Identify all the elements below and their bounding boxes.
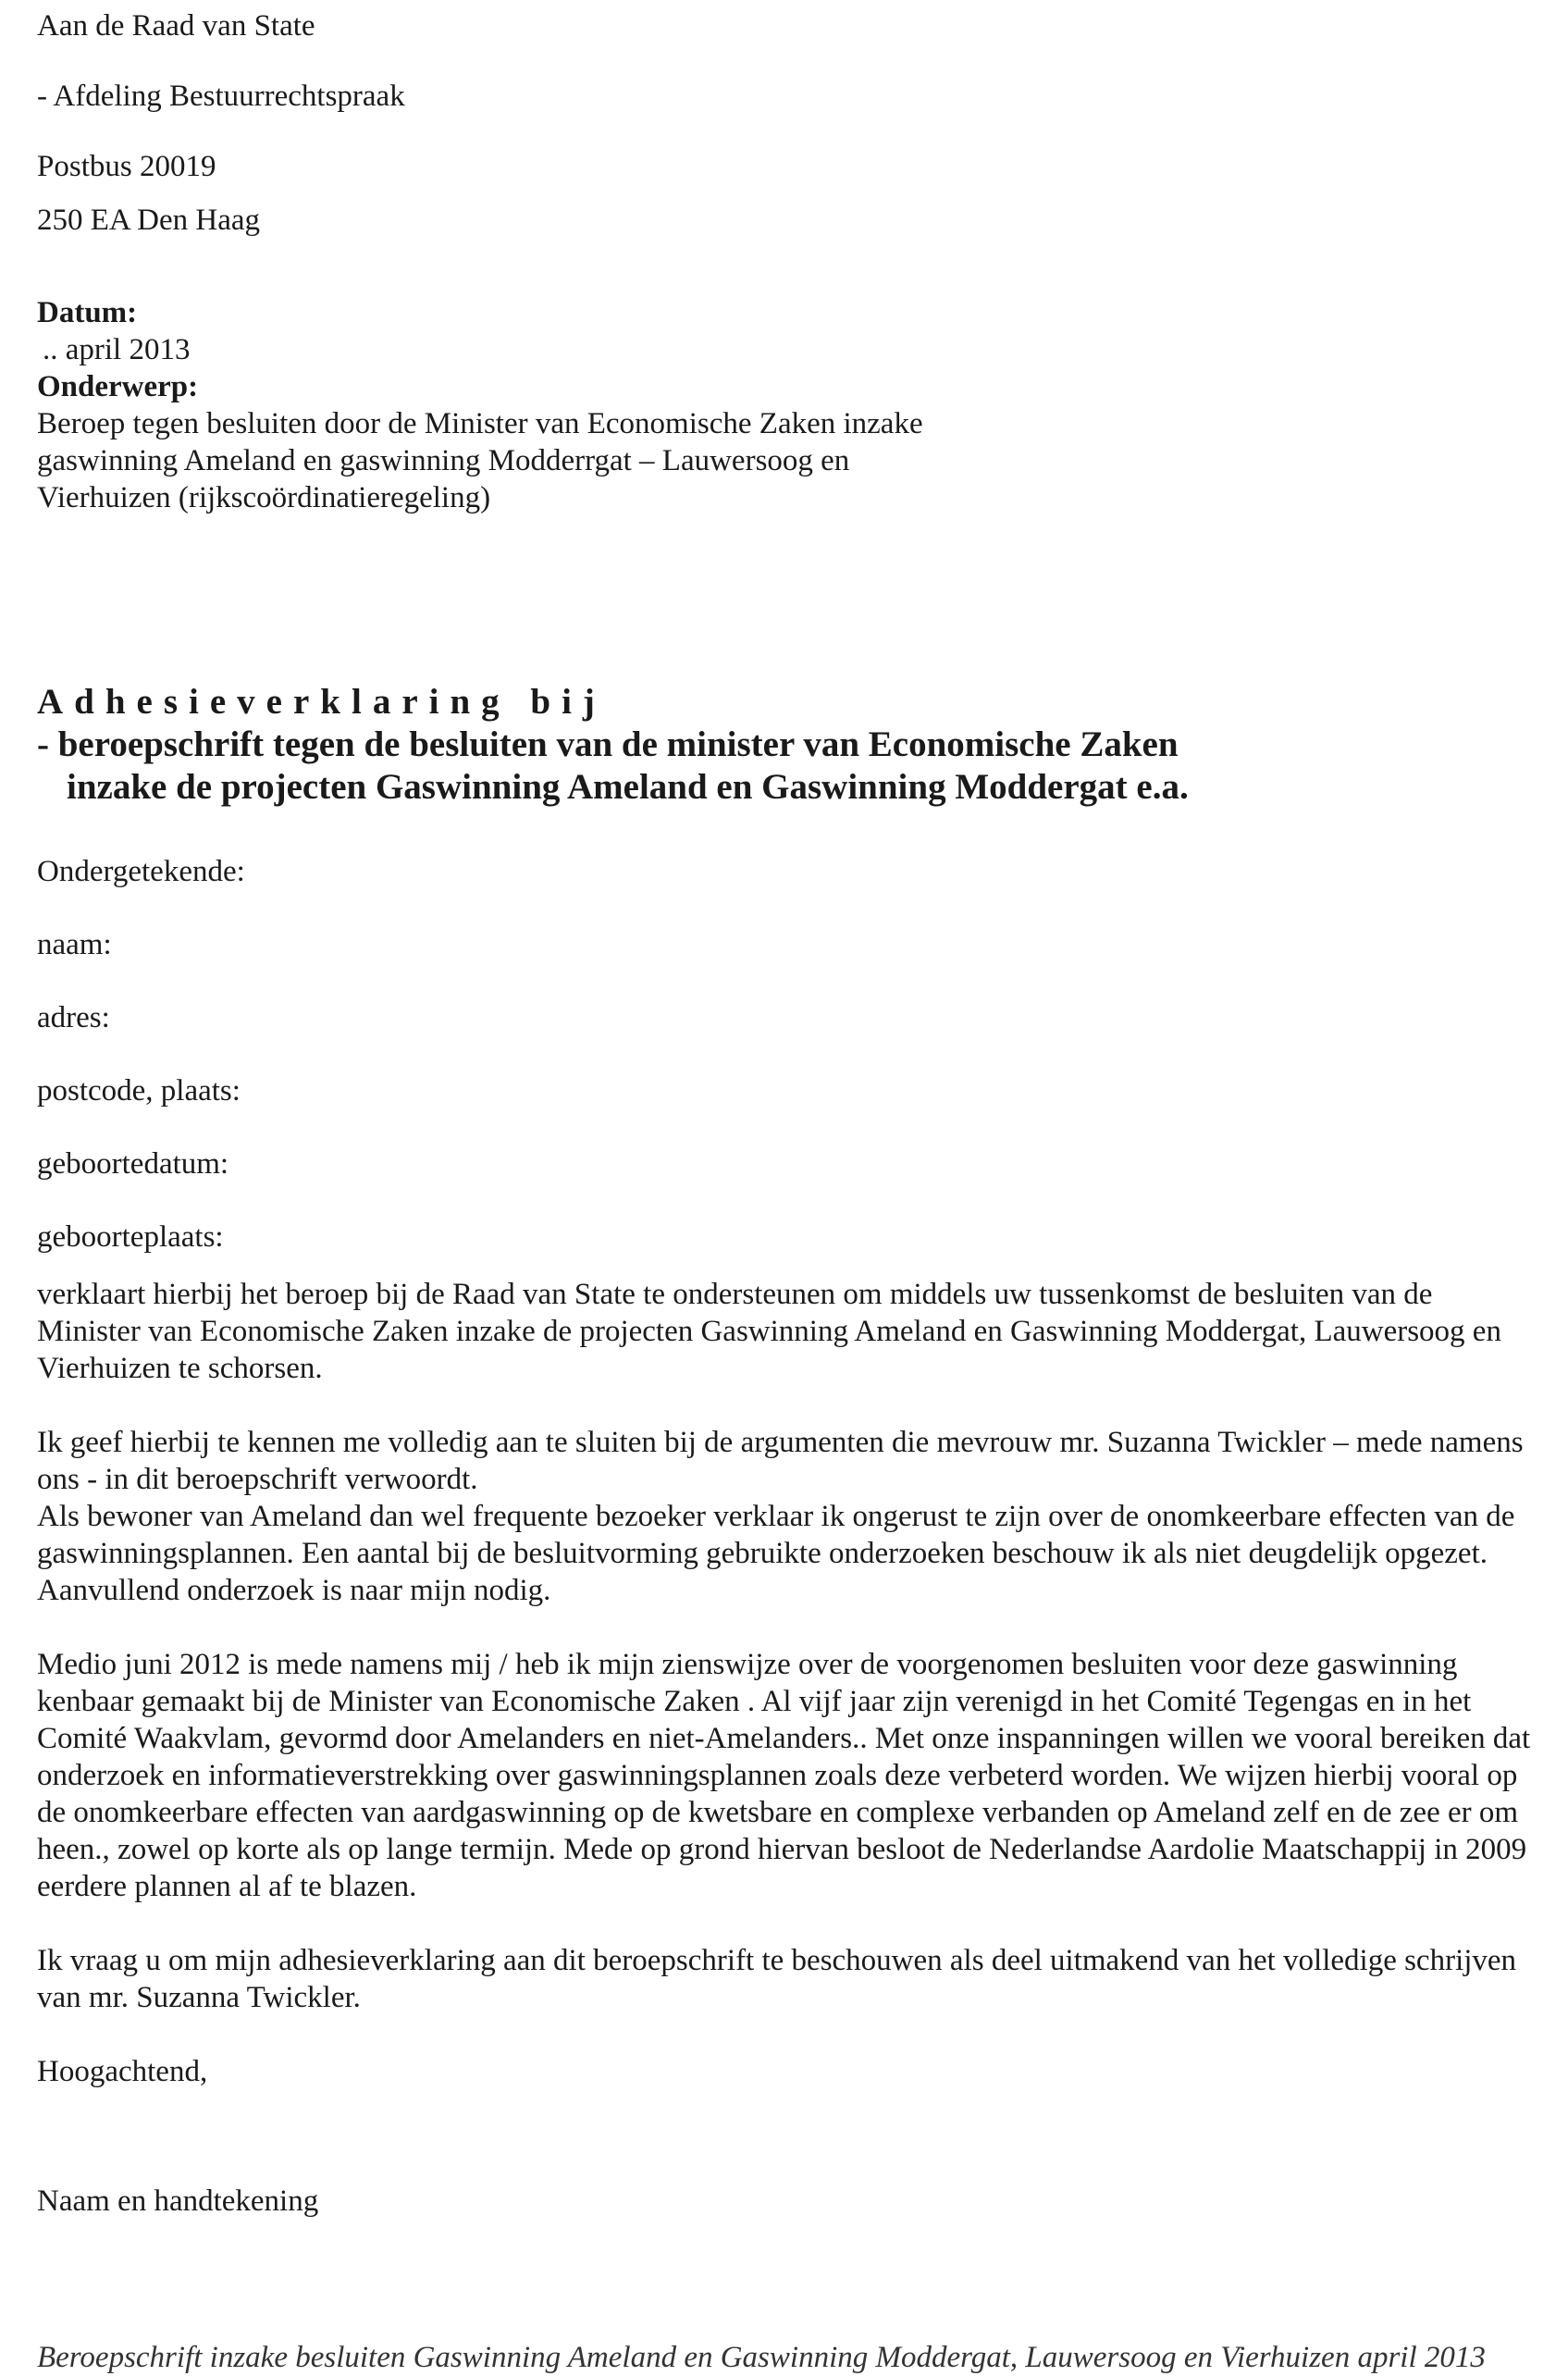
adres-field-label: adres: <box>37 1001 110 1034</box>
letter-page <box>37 7 1536 2220</box>
onderwerp-line-3: Vierhuizen (rijkscoördinatieregeling) <box>37 481 491 514</box>
onderwerp-line-2: gaswinning Ameland en gaswinning Modderrgat – Lauwersoog en <box>37 444 850 477</box>
body-paragraph-2: Ik geef hierbij te kennen me volledig aan te sluiten bij de argumenten die mevrouw mr. Suzanna Twickler – mede namens ons - in dit beroepschrift verwoordt. <box>37 1426 1524 1496</box>
address-line-4: 250 EA Den Haag <box>37 204 261 237</box>
letter-meta <box>37 294 1536 516</box>
datum-value: .. april 2013 <box>43 333 191 366</box>
address-line-2: - Afdeling Bestuurrechtspraak <box>37 80 405 113</box>
geboorteplaats-field-label: geboorteplaats: <box>37 1220 224 1254</box>
heading-line-3: inzake de projecten Gaswinning Ameland en Gaswinning Moddergat e.a. <box>67 767 1189 807</box>
body-paragraph-1: verklaart hierbij het beroep bij de Raad van State te ondersteunen om middels uw tussenkomst de besluiten van de Minister van Economische Zaken inzake de projecten Gaswinning Ameland en Gaswinning Moddergat, Lauwersoog en Vierhuizen te schorsen. <box>37 1278 1501 1385</box>
naam-field-label: naam: <box>37 928 112 961</box>
signature-label: Naam en handtekening <box>37 2184 319 2218</box>
onderwerp-label: Onderwerp: <box>37 370 199 403</box>
letter-body <box>37 1276 1536 2016</box>
recipient-address <box>37 7 1536 239</box>
address-line-1: Aan de Raad van State <box>37 9 315 43</box>
geboortedatum-field-label: geboortedatum: <box>37 1147 229 1181</box>
postcode-field-label: postcode, plaats: <box>37 1074 241 1108</box>
page-footer: Beroepschrift inzake besluiten Gaswinning Ameland en Gaswinning Moddergat, Lauwersoog en Vierhuizen april 2013 <box>37 2341 1486 2374</box>
body-paragraph-5: Ik vraag u om mijn adhesieverklaring aan dit beroepschrift te beschouwen als deel uitmakend van het volledige schrijven van mr. Suzanna Twickler. <box>37 1944 1517 2014</box>
body-paragraph-4: Medio juni 2012 is mede namens mij / heb ik mijn zienswijze over de voorgenomen besluiten voor deze gaswinning kenbaar gemaakt bij de Minister van Economische Zaken . Al vijf jaar zijn verenigd in het Comité Tegengas en in het Comité Waakvlam, gevormd door Amelanders en niet-Amelanders.. Met onze inspanningen willen we vooral bereiken dat onderzoek en informatieverstrekking over gaswinningsplannen zoals deze verbeterd worden. We wijzen hierbij vooral op de onomkeerbare effecten van aardgaswinning op de kwetsbare en complexe verbanden op Ameland zelf en de zee er om heen., zowel op korte als op lange termijn. Mede op grond hiervan besloot de Nederlandse Aardolie Maatschappij in 2009 eerdere plannen al af te blazen. <box>37 1648 1531 1903</box>
closing-greeting: Hoogachtend, <box>37 2055 208 2088</box>
address-line-3: Postbus 20019 <box>37 150 216 183</box>
heading-title: Adhesieverklaring bij <box>37 682 606 722</box>
letter-closing <box>37 2053 1536 2220</box>
signer-form <box>37 853 1536 1256</box>
ondergetekende-label: Ondergetekende: <box>37 855 245 888</box>
heading-line-2: - beroepschrift tegen de besluiten van de minister van Economische Zaken <box>37 724 1179 764</box>
onderwerp-line-1: Beroep tegen besluiten door de Minister van Economische Zaken inzake <box>37 407 923 440</box>
document-heading <box>37 681 1536 809</box>
body-paragraph-3: Als bewoner van Ameland dan wel frequente bezoeker verklaar ik ongerust te zijn over de onomkeerbare effecten van de gaswinningsplannen. Een aantal bij de besluitvorming gebruikte onderzoeken beschouw ik als niet deugdelijk opgezet. Aanvullend onderzoek is naar mijn nodig. <box>37 1500 1515 1607</box>
datum-label: Datum: <box>37 296 138 329</box>
